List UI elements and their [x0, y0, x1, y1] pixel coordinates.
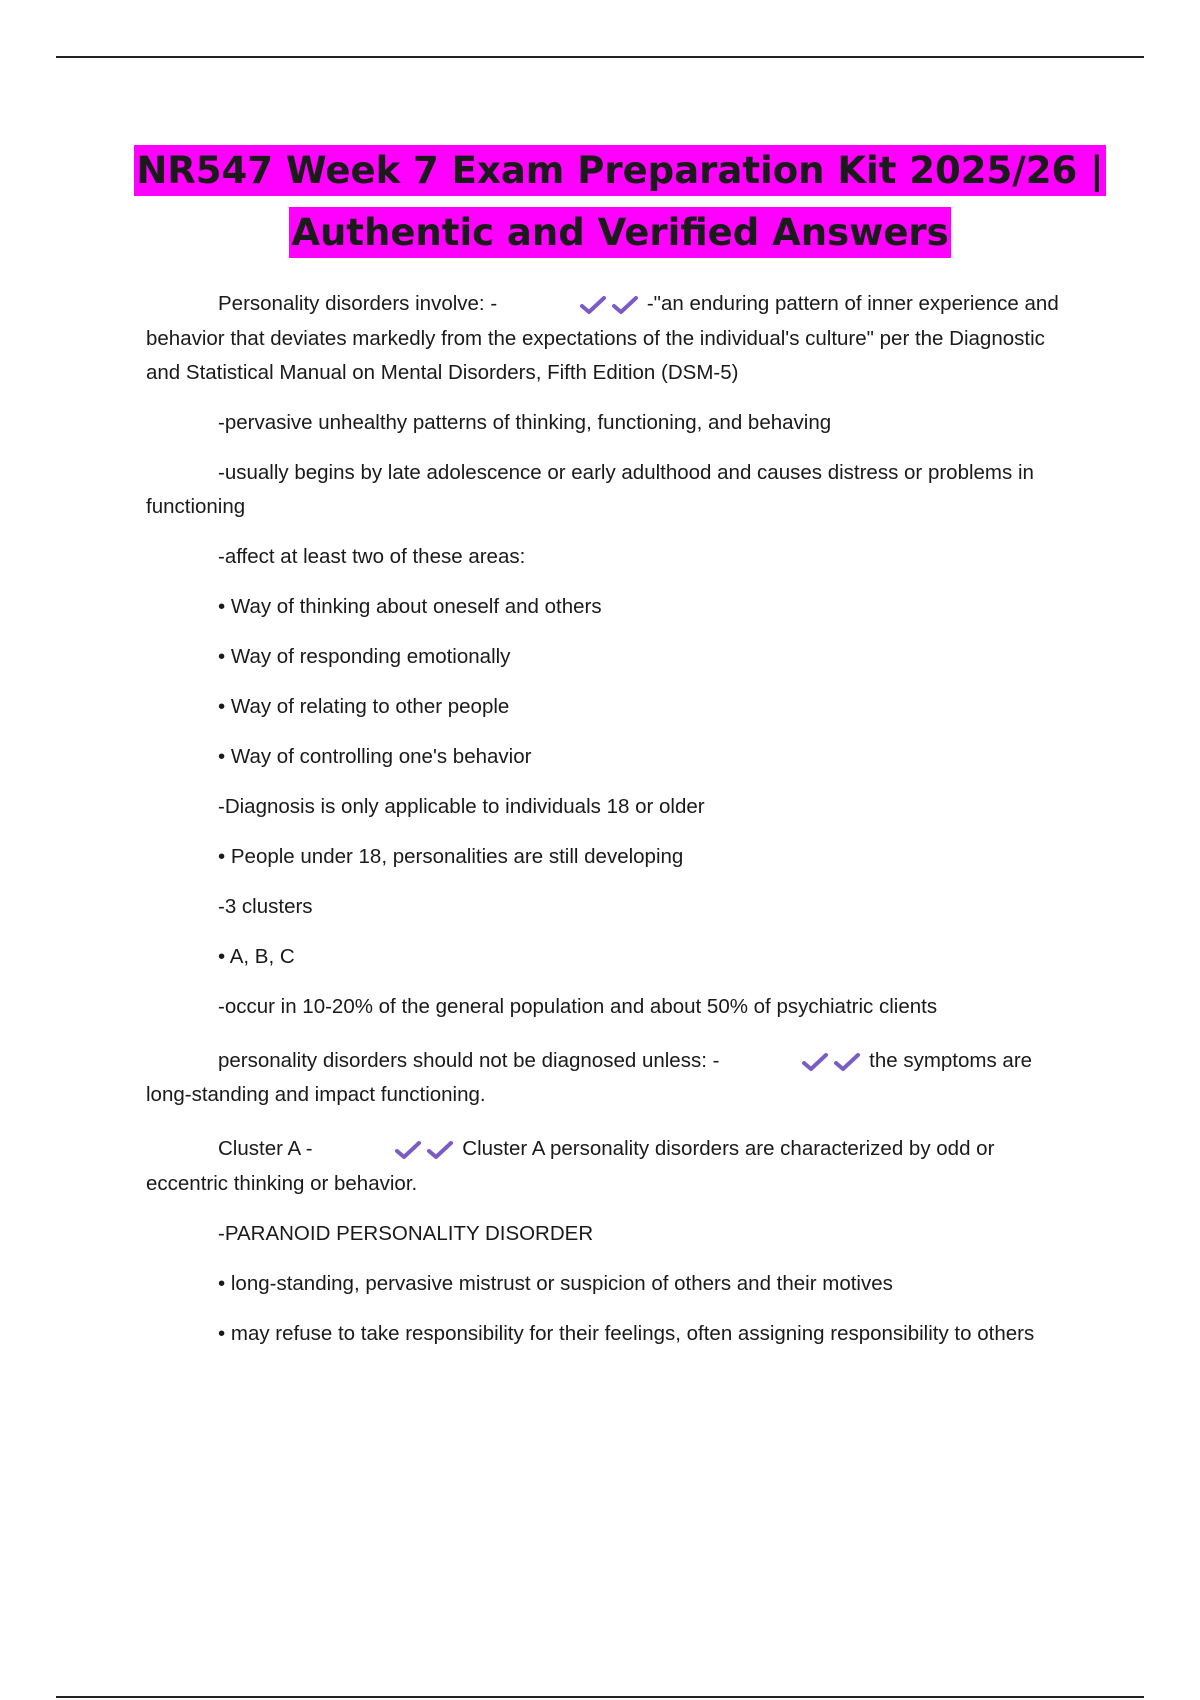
- list-item: • Way of responding emotionally: [218, 644, 511, 668]
- answer-text: the symptoms are long-standing and impact functioning.: [146, 1048, 1033, 1107]
- answer-text: -"an enduring pattern of inner experience and behavior that deviates markedly from the expectations of the individual's culture" per the Diagnostic and Statistical Manual on Mental Disorders, Fifth Edition (DSM-5): [146, 292, 1059, 384]
- double-check-icon: [507, 288, 643, 322]
- list-item: -occur in 10-20% of the general population and about 50% of psychiatric clients: [218, 994, 938, 1018]
- top-rule: [56, 56, 1144, 58]
- question-personality-disorders: [146, 287, 1076, 390]
- double-check-icon: [729, 1044, 865, 1078]
- list-item: -usually begins by late adolescence or early adulthood and causes distress or problems in functioning: [146, 460, 1034, 518]
- title-line-2: Authentic and Verified Answers: [289, 207, 950, 258]
- list-item: • long-standing, pervasive mistrust or suspicion of others and their motives: [218, 1271, 893, 1295]
- title-line-1: NR547 Week 7 Exam Preparation Kit 2025/26 |: [134, 145, 1105, 196]
- list-item: • Way of thinking about oneself and others: [218, 594, 602, 618]
- document-title: [100, 140, 1140, 264]
- answer-text: Cluster A personality disorders are characterized by odd or eccentric thinking or behavior.: [146, 1137, 995, 1195]
- document-body: [146, 287, 1076, 1367]
- list-item: -PARANOID PERSONALITY DISORDER: [218, 1221, 594, 1245]
- double-check-icon: [322, 1133, 458, 1167]
- question-prefix: personality disorders should not be diagnosed unless: -: [218, 1048, 720, 1072]
- list-item: • Way of relating to other people: [218, 694, 510, 718]
- list-item: -Diagnosis is only applicable to individuals 18 or older: [218, 794, 705, 818]
- list-item: • A, B, C: [218, 944, 295, 968]
- question-prefix: Cluster A -: [218, 1137, 313, 1161]
- question-cluster-a: [146, 1132, 1076, 1201]
- list-item: -3 clusters: [218, 894, 313, 918]
- list-item: • People under 18, personalities are still developing: [218, 844, 684, 868]
- list-item: -affect at least two of these areas:: [218, 544, 526, 568]
- bottom-rule: [56, 1696, 1144, 1698]
- list-item: • Way of controlling one's behavior: [218, 744, 532, 768]
- list-item: -pervasive unhealthy patterns of thinking, functioning, and behaving: [218, 410, 832, 434]
- list-item: • may refuse to take responsibility for their feelings, often assigning responsibility to others: [218, 1321, 1035, 1345]
- question-diagnosis-criteria: [146, 1044, 1076, 1113]
- question-prefix: Personality disorders involve: -: [218, 292, 498, 315]
